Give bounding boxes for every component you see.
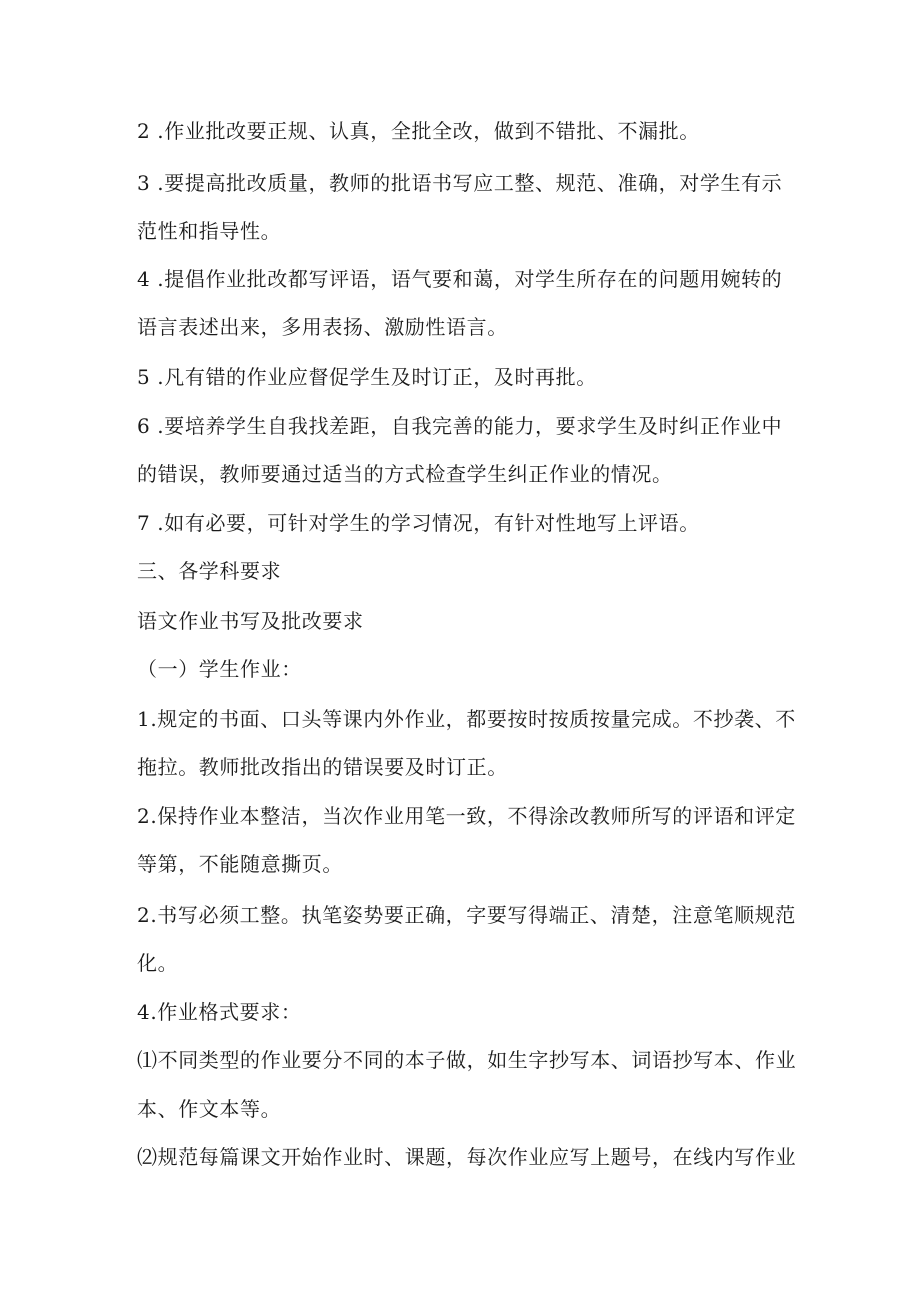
- text-line: 4 .提倡作业批改都写评语，语气要和蔼，对学生所存在的问题用婉转的: [137, 267, 783, 291]
- text-line: 拖拉。教师批改指出的错误要及时订正。: [137, 755, 508, 779]
- text-line: 的错误，教师要通过适当的方式检查学生纠正作业的情况。: [137, 462, 673, 486]
- text-line: 本、作文本等。: [137, 1097, 282, 1121]
- text-line: 4.作业格式要求：: [137, 1000, 302, 1024]
- text-line: ⑴不同类型的作业要分不同的本子做，如生字抄写本、词语抄写本、作业: [137, 1048, 797, 1072]
- text-line: 3 .要提高批改质量，教师的批语书写应工整、规范、准确，对学生有示: [137, 171, 783, 195]
- text-line: 6 .要培养学生自我找差距，自我完善的能力，要求学生及时纠正作业中: [137, 414, 783, 438]
- text-line: 1.规定的书面、口头等课内外作业，都要按时按质按量完成。不抄袭、不: [137, 707, 796, 731]
- text-line: 化。: [137, 951, 179, 975]
- section-heading: 三、各学科要求: [137, 559, 282, 583]
- subsection-heading: 语文作业书写及批改要求: [137, 609, 364, 633]
- text-line: 范性和指导性。: [137, 219, 282, 243]
- text-line: 2.保持作业本整洁，当次作业用笔一致，不得涂改教师所写的评语和评定: [137, 804, 796, 828]
- text-line: 5 .凡有错的作业应督促学生及时订正，及时再批。: [137, 365, 597, 389]
- subsection-heading: （一）学生作业：: [137, 657, 302, 681]
- text-line: 7 .如有必要，可针对学生的学习情况，有针对性地写上评语。: [137, 511, 700, 535]
- text-line: ⑵规范每篇课文开始作业时、课题，每次作业应写上题号，在线内写作业: [137, 1145, 797, 1169]
- text-line: 2 .作业批改要正规、认真，全批全改，做到不错批、不漏批。: [137, 119, 700, 143]
- text-line: 等第，不能随意撕页。: [137, 852, 343, 876]
- text-line: 语言表述出来，多用表扬、激励性语言。: [137, 315, 508, 339]
- text-line: 2.书写必须工整。执笔姿势要正确，字要写得端正、清楚，注意笔顺规范: [137, 903, 796, 927]
